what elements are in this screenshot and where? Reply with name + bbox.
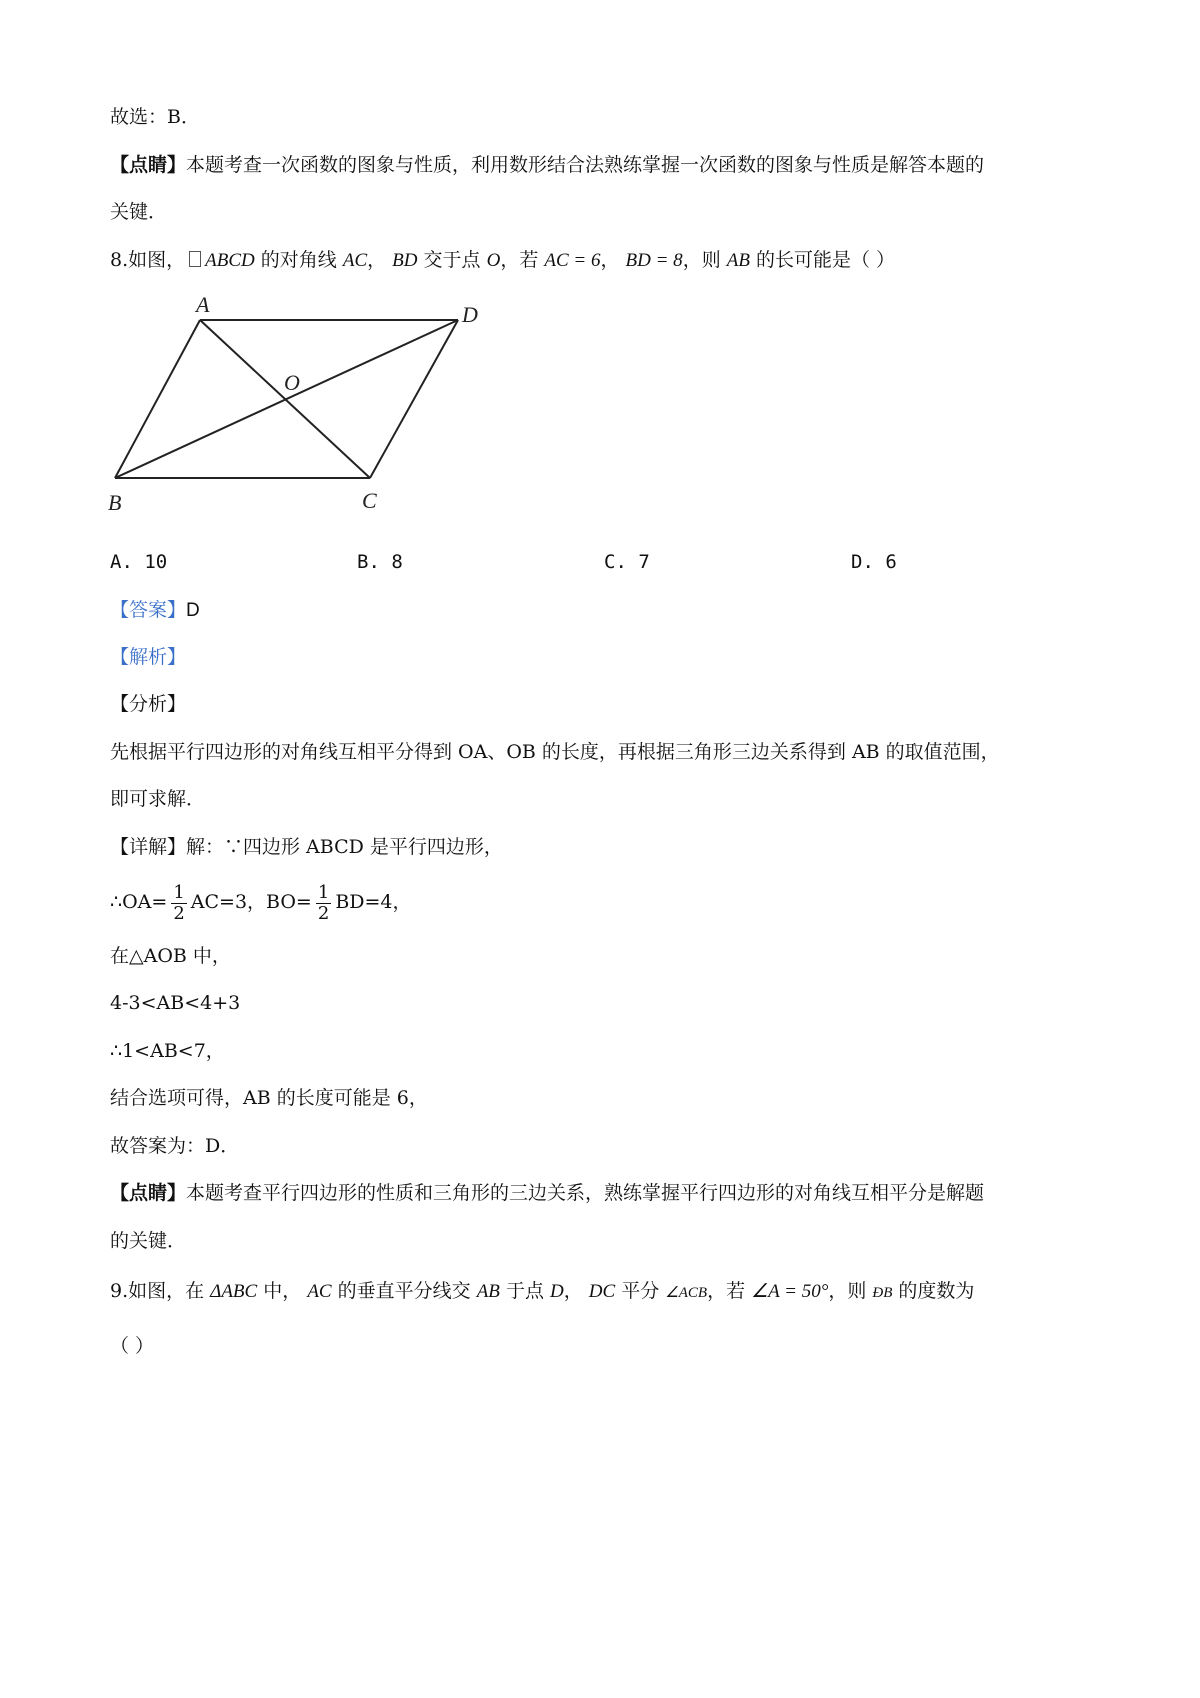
- frac-num: 1: [317, 881, 330, 903]
- eq-text: ∴OA=: [110, 891, 168, 913]
- q9-angle-a: ∠A = 50°: [751, 1281, 829, 1302]
- label-B: B: [108, 490, 122, 515]
- fenxi-line2: 即可求解．: [110, 788, 206, 810]
- q9-stem: [110, 1278, 974, 1306]
- q9-stem-text: ，若: [707, 1280, 752, 1302]
- q8-stem-text: 8.如图，: [110, 249, 186, 271]
- q9-stem-text: ，: [563, 1280, 589, 1302]
- line-inequality: 4-3<AB<4+3: [110, 992, 241, 1014]
- q8-stem-text: 交于点: [417, 249, 487, 271]
- detail-line1: [110, 834, 503, 860]
- fraction-half: [316, 883, 331, 924]
- q9-d: D: [550, 1281, 564, 1302]
- line-combine: 结合选项可得，AB 的长度可能是 6，: [110, 1087, 428, 1109]
- label-D: D: [462, 302, 478, 327]
- q8-bd: BD: [392, 250, 418, 271]
- q9-ab: AB: [476, 1281, 500, 1302]
- line-final: 故答案为：D．: [110, 1135, 240, 1157]
- q8-ac: AC: [342, 250, 368, 271]
- q9-stem-text: 的垂直平分线交: [331, 1280, 477, 1302]
- q9-angle-acb: ∠ACB: [665, 1285, 708, 1301]
- option-a: A. 10: [110, 551, 168, 573]
- option-d: D. 6: [851, 551, 897, 573]
- option-c: C. 7: [604, 551, 650, 573]
- eq-text: AC=3，BO=: [190, 891, 312, 913]
- q8-stem-text: 的对角线: [254, 249, 343, 271]
- q8-stem-text: ，: [600, 249, 626, 271]
- point-text: 本题考查一次函数的图象与性质，利用数形结合法熟练掌握一次函数的图象与性质是解答本题的: [186, 154, 985, 176]
- q9-dc: DC: [588, 1281, 616, 1302]
- q8-ac-eq: AC = 6: [544, 250, 601, 271]
- label-C: C: [362, 488, 377, 513]
- q8-o: O: [486, 250, 501, 271]
- q9-stem-text: 中，: [257, 1280, 308, 1302]
- q9-stem-text: 平分: [615, 1280, 666, 1302]
- point-text: 本题考查平行四边形的性质和三角形的三边关系，熟练掌握平行四边形的对角线互相平分是解题: [186, 1182, 985, 1204]
- q9-stem-text: 的度数为: [892, 1280, 975, 1302]
- q9-angle-b: ÐB: [872, 1285, 893, 1301]
- q8-point-line2: 的关键．: [110, 1230, 187, 1252]
- q8-stem-text: ，若: [500, 249, 545, 271]
- q9-stem-text: ，则: [828, 1280, 873, 1302]
- parallelogram-figure: [100, 290, 500, 525]
- line-triangle: 在△AOB 中，: [110, 945, 231, 967]
- fenxi-line1: 先根据平行四边形的对角线互相平分得到 OA、OB 的长度，再根据三角形三边关系得到 AB 的取值范围，: [110, 741, 1000, 763]
- eq-text: BD=4，: [335, 891, 412, 913]
- prev-choice: 故选：B．: [110, 106, 200, 128]
- q8-stem-text: 的长可能是（ ）: [749, 249, 896, 271]
- frac-num: 1: [173, 881, 185, 903]
- analysis-tag: 【解析】: [110, 646, 187, 668]
- detail-tag: 【详解】: [110, 836, 187, 858]
- q9-stem-text: 9.如图，在: [110, 1280, 211, 1302]
- q9-triangle: ΔABC: [210, 1281, 258, 1302]
- label-O: O: [284, 370, 300, 395]
- q8-ab: AB: [726, 250, 750, 271]
- q9-stem-text: 于点: [499, 1280, 550, 1302]
- q8-stem-text: ，: [367, 249, 393, 271]
- parallelogram-symbol-icon: [189, 251, 201, 267]
- line-range: ∴1<AB<7，: [110, 1040, 225, 1062]
- answer-line: [110, 597, 200, 624]
- label-A: A: [196, 292, 210, 317]
- prev-point-line1: [110, 152, 984, 178]
- q8-stem: [110, 247, 895, 274]
- q9-ac: AC: [307, 1281, 332, 1302]
- frac-den: 2: [317, 902, 330, 924]
- fraction-half: [171, 883, 186, 924]
- fenxi-tag: 【分析】: [110, 693, 187, 715]
- q8-abcd: ABCD: [205, 250, 255, 271]
- point-tag: 【点睛】: [110, 1182, 187, 1204]
- answer-tag: 【答案】: [110, 599, 187, 621]
- answer-value: D: [186, 600, 200, 621]
- option-b: B. 8: [357, 551, 403, 573]
- point-tag: 【点睛】: [110, 154, 187, 176]
- frac-den: 2: [173, 902, 185, 924]
- detail-text: 解：∵四边形 ABCD 是平行四边形，: [186, 836, 503, 858]
- q8-bd-eq: BD = 8: [625, 250, 683, 271]
- q8-point-line1: [110, 1180, 984, 1206]
- prev-point-line2: 关键．: [110, 201, 168, 223]
- fraction-equation: [110, 880, 412, 924]
- q9-paren: （ ）: [110, 1335, 155, 1357]
- q8-stem-text: ，则: [682, 249, 727, 271]
